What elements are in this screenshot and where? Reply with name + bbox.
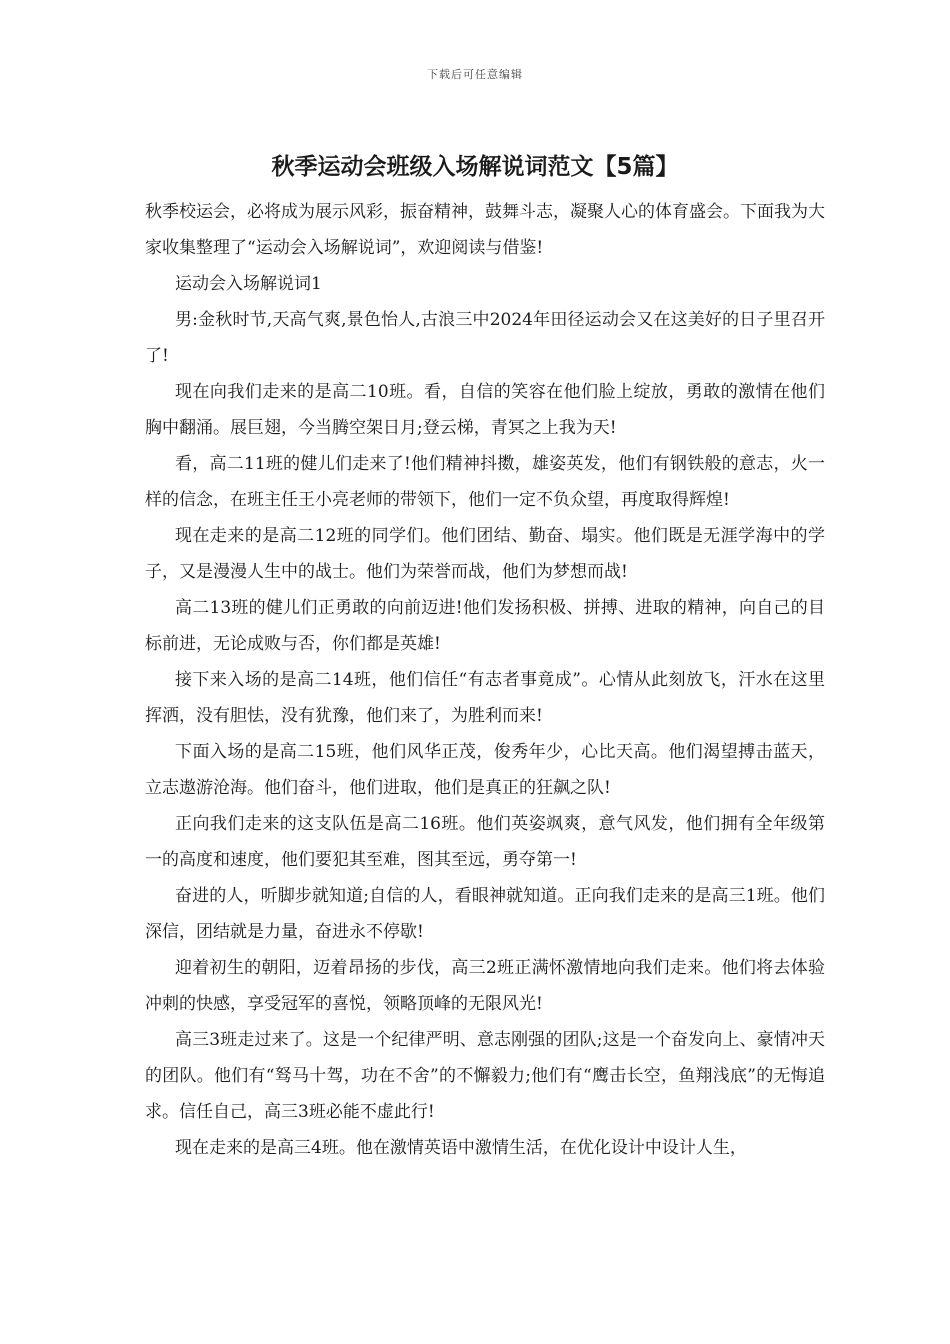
- paragraph: 下面入场的是高二15班，他们风华正茂，俊秀年少，心比天高。他们渴望搏击蓝天，立志遨游沧海。他们奋斗，他们进取，他们是真正的狂飙之队!: [145, 742, 825, 798]
- paragraph: 高二13班的健儿们正勇敢的向前迈进!他们发扬积极、拼搏、进取的精神，向自己的目标前进，无论成败与否，你们都是英雄!: [145, 598, 825, 654]
- document-title: 秋季运动会班级入场解说词范文【5篇】: [271, 154, 679, 180]
- section-heading: 运动会入场解说词1: [175, 274, 322, 294]
- paragraph: 高三3班走过来了。这是一个纪律严明、意志刚强的团队;这是一个奋发向上、豪情冲天的团队。他们有“驽马十驾，功在不舍”的不懈毅力;他们有“鹰击长空，鱼翔浅底”的无悔追求。信任自己，高三3班必能不虚此行!: [145, 1030, 825, 1122]
- header-note: 下载后可任意编辑: [427, 68, 523, 81]
- paragraph: 奋进的人，听脚步就知道;自信的人，看眼神就知道。正向我们走来的是高三1班。他们深信，团结就是力量，奋进永不停歇!: [145, 886, 825, 942]
- intro-paragraph: 秋季校运会，必将成为展示风彩，振奋精神，鼓舞斗志，凝聚人心的体育盛会。下面我为大家收集整理了“运动会入场解说词”，欢迎阅读与借鉴!: [145, 202, 825, 258]
- paragraph: 接下来入场的是高二14班，他们信任“有志者事竟成”。心情从此刻放飞，汗水在这里挥洒，没有胆怯，没有犹豫，他们来了，为胜利而来!: [145, 670, 825, 726]
- document-body: [145, 194, 825, 1166]
- paragraph: 正向我们走来的这支队伍是高二16班。他们英姿飒爽，意气风发，他们拥有全年级第一的高度和速度，他们要犯其至难，图其至远，勇夺第一!: [145, 814, 825, 870]
- paragraph: 现在向我们走来的是高二10班。看，自信的笑容在他们脸上绽放，勇敢的激情在他们胸中翻涌。展巨翅，今当腾空架日月;登云梯，青冥之上我为天!: [145, 382, 825, 438]
- paragraph: 迎着初生的朝阳，迈着昂扬的步伐，高三2班正满怀激情地向我们走来。他们将去体验冲刺的快感，享受冠军的喜悦，领略顶峰的无限风光!: [145, 958, 825, 1014]
- paragraph: 男:金秋时节,天高气爽,景色怡人,古浪三中2024年田径运动会又在这美好的日子里召开了!: [145, 310, 825, 366]
- paragraph: 看，高二11班的健儿们走来了!他们精神抖擞，雄姿英发，他们有钢铁般的意志，火一样的信念，在班主任王小亮老师的带领下，他们一定不负众望，再度取得辉煌!: [145, 454, 825, 510]
- paragraph: 现在走来的是高三4班。他在激情英语中激情生活，在优化设计中设计人生，: [175, 1138, 747, 1158]
- paragraph: 现在走来的是高二12班的同学们。他们团结、勤奋、塌实。他们既是无涯学海中的学子，又是漫漫人生中的战士。他们为荣誉而战，他们为梦想而战!: [145, 526, 825, 582]
